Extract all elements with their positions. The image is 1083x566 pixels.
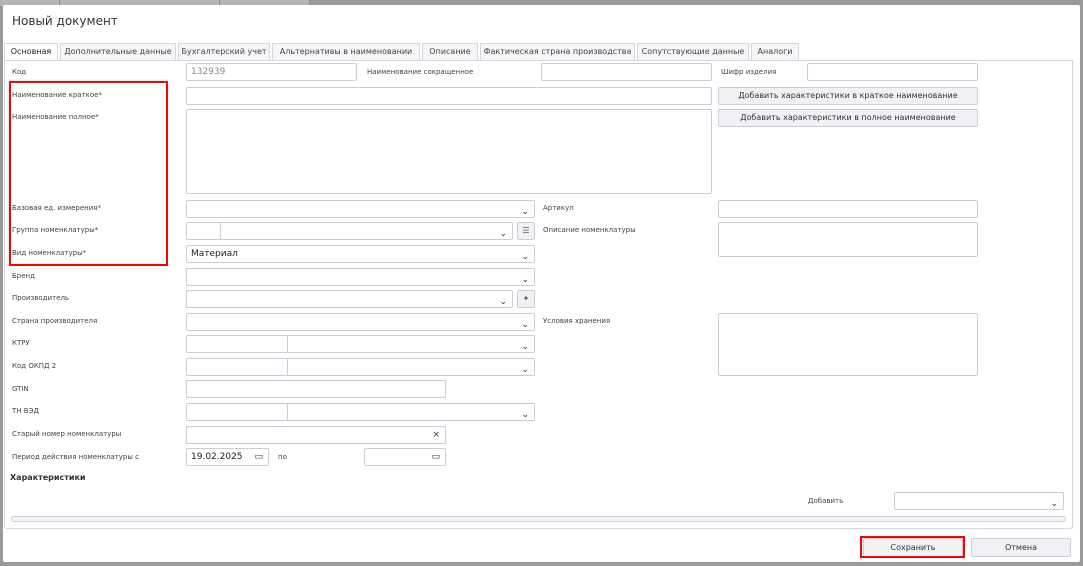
tab-main[interactable]: Основная xyxy=(4,43,58,61)
group-label: Группа номенклатуры* xyxy=(12,226,99,234)
period-to-input[interactable] xyxy=(364,448,446,466)
highlight-required-fields xyxy=(9,81,168,266)
highlight-save-button xyxy=(860,536,965,558)
chevron-down-icon: ⌄ xyxy=(521,252,529,262)
ktru-label: КТРУ xyxy=(12,339,30,347)
tab-additional-data[interactable]: Дополнительные данные xyxy=(60,43,176,60)
cipher-label: Шифр изделия xyxy=(721,68,777,76)
period-from-input[interactable] xyxy=(186,448,269,466)
horizontal-scrollbar[interactable] xyxy=(11,516,1066,522)
gtin-input[interactable] xyxy=(186,380,446,398)
ktru-select[interactable] xyxy=(186,335,535,353)
okpd-label: Код ОКПД 2 xyxy=(12,362,57,370)
gtin-label: GTIN xyxy=(12,385,29,393)
manufacturer-select[interactable] xyxy=(186,290,513,308)
kind-label: Вид номенклатуры* xyxy=(12,249,87,257)
country-label: Страна производителя xyxy=(12,317,98,325)
full-name-textarea[interactable] xyxy=(186,109,712,194)
tnved-label: ТН ВЭД xyxy=(12,407,39,415)
okpd-select[interactable] xyxy=(186,358,535,376)
kind-value: Материал xyxy=(191,249,238,259)
old-number-input[interactable] xyxy=(186,426,446,444)
add-to-full-name-button[interactable]: Добавить характеристики в полное наименование xyxy=(718,109,978,127)
tab-related-data[interactable]: Сопутствующие данные xyxy=(637,43,749,60)
chevron-down-icon: ⌄ xyxy=(499,297,507,307)
article-input[interactable] xyxy=(718,200,978,218)
chevron-down-icon: ⌄ xyxy=(521,320,529,330)
chevron-down-icon: ⌄ xyxy=(521,207,529,217)
chevron-down-icon: ⌄ xyxy=(499,229,507,239)
manufacturer-label: Производитель xyxy=(12,294,70,302)
dialog-title: Новый документ xyxy=(12,14,118,28)
period-to-label: по xyxy=(278,453,287,461)
cipher-input[interactable] xyxy=(807,63,978,81)
tree-icon[interactable]: ☰ xyxy=(517,222,535,240)
tab-accounting[interactable]: Бухгалтерский учет xyxy=(178,43,270,60)
chevron-down-icon: ⌄ xyxy=(521,342,529,352)
add-to-short-name-button[interactable]: Добавить характеристики в краткое наименование xyxy=(718,87,978,105)
add-label: Добавить xyxy=(808,497,844,505)
base-unit-select[interactable] xyxy=(186,200,535,218)
calendar-icon[interactable]: ▭ xyxy=(431,452,440,462)
description-textarea[interactable] xyxy=(718,222,978,257)
full-name-label: Наименование полное* xyxy=(12,113,99,121)
short-abbr-input[interactable] xyxy=(541,63,712,81)
tab-analogs[interactable]: Аналоги xyxy=(751,43,799,60)
tnved-select[interactable] xyxy=(186,403,535,421)
old-number-label: Старый номер номенклатуры xyxy=(12,430,122,438)
period-from-value: 19.02.2025 xyxy=(191,452,243,462)
storage-label: Условия хранения xyxy=(543,317,611,325)
chevron-down-icon: ⌄ xyxy=(1050,499,1058,509)
short-name-label: Наименование краткое* xyxy=(12,91,102,99)
characteristics-title: Характеристики xyxy=(10,473,86,482)
code-input[interactable]: 132939 xyxy=(186,63,357,81)
tab-description[interactable]: Описание xyxy=(422,43,478,60)
tab-actual-country[interactable]: Фактическая страна производства xyxy=(480,43,635,60)
short-abbr-label: Наименование сокращенное xyxy=(367,68,474,76)
save-button[interactable]: Сохранить xyxy=(863,538,963,557)
cancel-button[interactable]: Отмена xyxy=(971,538,1071,557)
clear-icon[interactable]: × xyxy=(432,430,440,440)
short-name-input[interactable] xyxy=(186,87,712,105)
brand-select[interactable] xyxy=(186,268,535,286)
calendar-icon[interactable]: ▭ xyxy=(254,452,263,462)
article-label: Артикул xyxy=(543,204,574,212)
add-characteristic-select[interactable] xyxy=(894,492,1064,510)
tab-name-alternatives[interactable]: Альтернативы в наименовании xyxy=(272,43,420,60)
country-select[interactable] xyxy=(186,313,535,331)
base-unit-label: Базовая ед. измерения* xyxy=(12,204,101,212)
code-label: Код xyxy=(12,68,27,76)
brand-label: Бренд xyxy=(12,272,35,280)
storage-textarea[interactable] xyxy=(718,313,978,376)
group-select[interactable] xyxy=(186,222,513,240)
chevron-down-icon: ⌄ xyxy=(521,275,529,285)
chevron-down-icon: ⌄ xyxy=(521,365,529,375)
magic-wand-icon[interactable]: ✦ xyxy=(517,290,535,308)
description-label: Описание номенклатуры xyxy=(543,226,636,234)
period-label: Период действия номенклатуры с xyxy=(12,453,139,461)
chevron-down-icon: ⌄ xyxy=(521,410,529,420)
kind-select[interactable] xyxy=(186,245,535,263)
